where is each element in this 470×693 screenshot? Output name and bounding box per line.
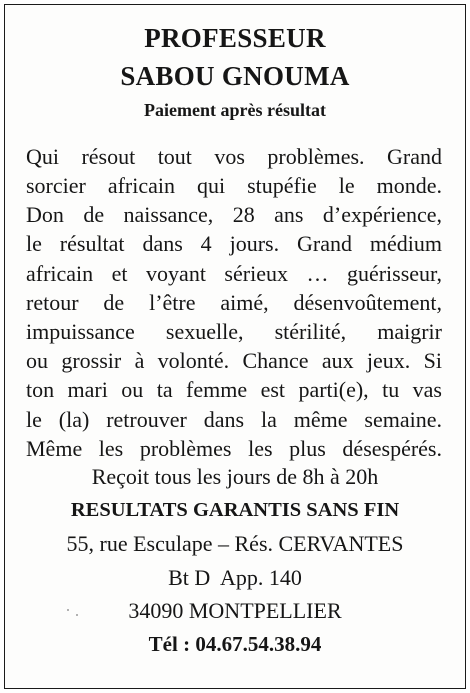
subtitle-payment: Paiement après résultat [144,100,326,120]
street-address: 55, rue Esculape – Rés. CERVANTES [66,531,404,556]
body-line: sorcier africain qui stupéfie le monde. [26,173,442,198]
body-line: Don de naissance, 28 ans d’expérience, [26,202,442,227]
body-line: ou grossir à volonté. Chance aux jeux. Si [26,348,442,373]
body-line: Qui résout tout vos problèmes. Grand [26,144,442,169]
phone-number: Tél : 04.67.54.38.94 [148,632,322,656]
opening-hours: Reçoit tous les jours de 8h à 20h [91,464,379,489]
print-speck [76,614,78,616]
guarantee-banner: RESULTATS GARANTIS SANS FIN [70,499,400,521]
postal-city: 34090 MONTPELLIER [128,598,342,623]
body-line: africain et voyant sérieux … guérisseur, [26,261,442,286]
body-line: ton mari ou ta femme est parti(e), tu vas [26,377,442,402]
title-name: SABOU GNOUMA [120,61,350,91]
body-line: le résultat dans 4 jours. Grand médium [26,231,442,256]
body-line: Même les problèmes les plus désespérés. [26,436,442,461]
building-apartment: Bt D App. 140 [168,565,302,590]
ad-flyer [4,4,466,689]
body-line: retour de l’être aimé, désenvoûtement, [26,290,442,315]
body-line: le (la) retrouver dans la même semaine. [26,407,442,432]
print-speck [67,609,69,611]
title-professeur: PROFESSEUR [144,23,326,53]
body-line: impuissance sexuelle, stérilité, maigrir [26,319,442,344]
